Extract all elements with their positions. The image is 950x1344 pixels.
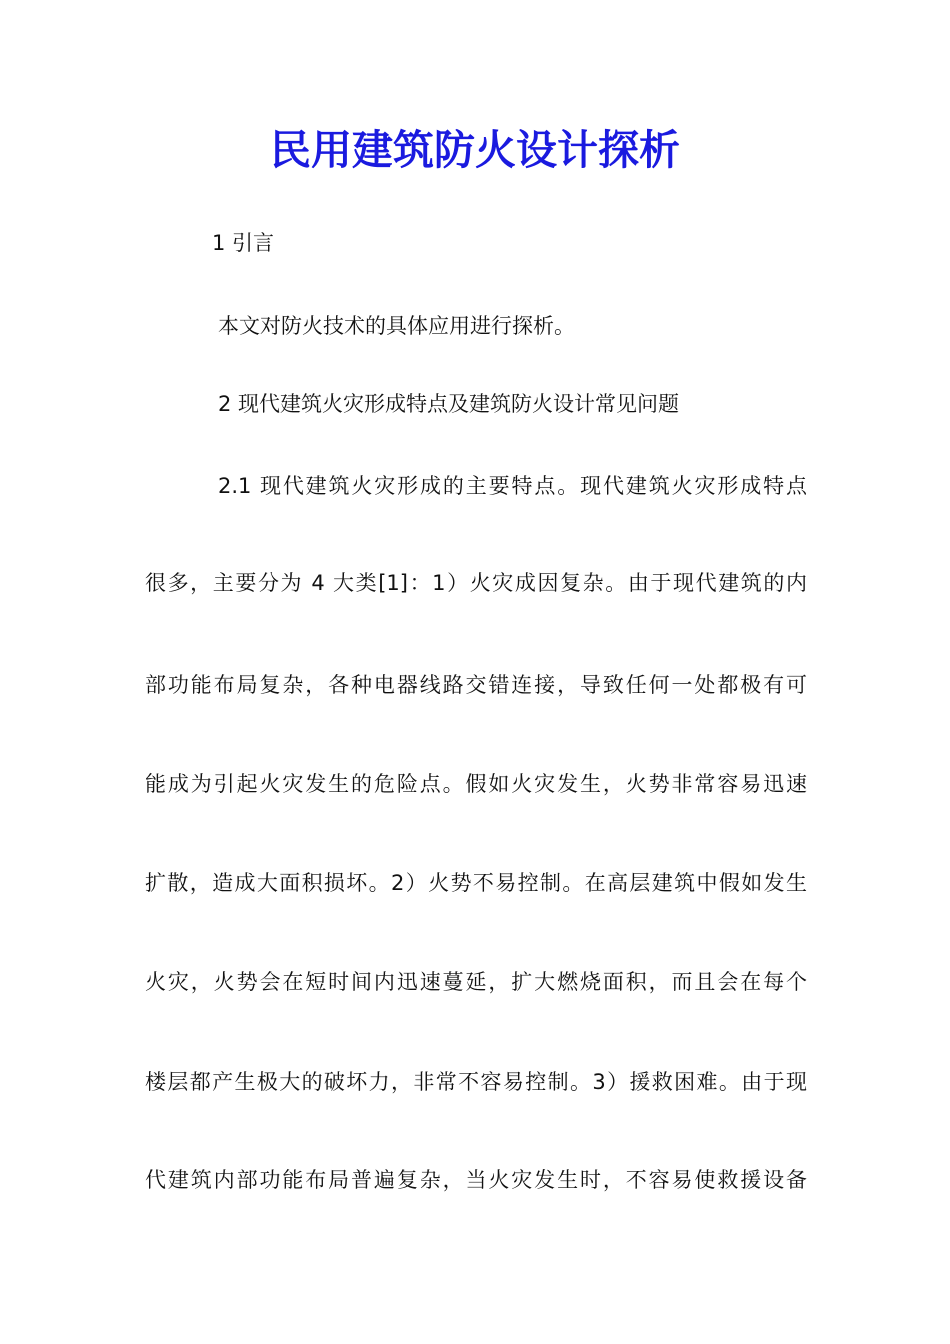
- paragraph-line: 扩散，造成大面积损坏。2）火势不易控制。在高层建筑中假如发生: [145, 871, 807, 895]
- paragraph-line: 代建筑内部功能布局普遍复杂，当火灾发生时，不容易使救援设备: [145, 1168, 807, 1192]
- section-heading-fire-characteristics: 2 现代建筑火灾形成特点及建筑防火设计常见问题: [218, 392, 680, 416]
- paragraph-line: 很多，主要分为 4 大类[1]：1）火灾成因复杂。由于现代建筑的内: [145, 571, 807, 595]
- document-title: 民用建筑防火设计探析: [270, 126, 680, 174]
- introduction-paragraph: 本文对防火技术的具体应用进行探析。: [218, 314, 575, 338]
- paragraph-line: 能成为引起火灾发生的危险点。假如火灾发生，火势非常容易迅速: [145, 772, 807, 796]
- paragraph-line: 楼层都产生极大的破坏力，非常不容易控制。3）援救困难。由于现: [145, 1070, 807, 1094]
- section-heading-introduction: 1 引言: [212, 231, 275, 255]
- paragraph-line: 2.1 现代建筑火灾形成的主要特点。现代建筑火灾形成特点: [218, 474, 807, 498]
- paragraph-line: 火灾，火势会在短时间内迅速蔓延，扩大燃烧面积，而且会在每个: [145, 970, 807, 994]
- paragraph-line: 部功能布局复杂，各种电器线路交错连接，导致任何一处都极有可: [145, 673, 807, 697]
